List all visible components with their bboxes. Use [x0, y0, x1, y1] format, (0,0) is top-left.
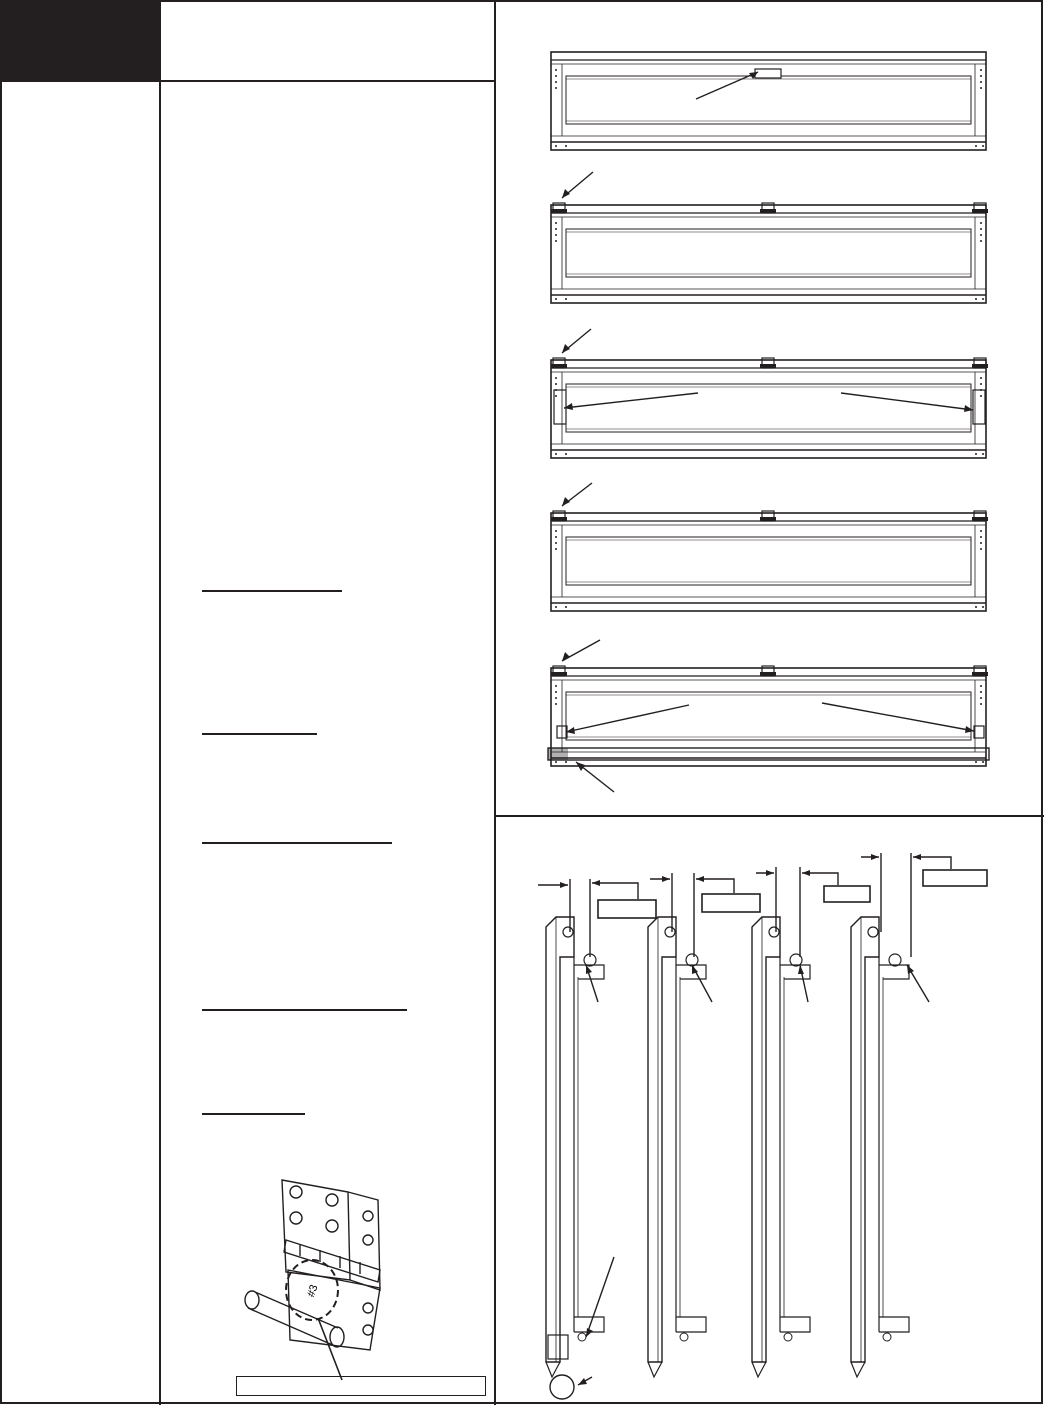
hinge-illustration	[230, 1170, 490, 1400]
panel-4	[551, 483, 988, 611]
panel-2	[551, 172, 988, 303]
panel-5	[548, 640, 989, 792]
side-view-1	[538, 879, 656, 1399]
heading-underline-2	[202, 733, 317, 735]
panel-1	[551, 52, 986, 150]
bottom-figure-side-views	[496, 817, 1044, 1403]
top-figure-panels	[496, 0, 1044, 815]
side-view-4	[851, 853, 987, 1377]
hinge-label-box	[236, 1376, 486, 1396]
heading-underline-1	[202, 590, 342, 592]
heading-underline-3	[202, 842, 392, 844]
hinge-stamp-text: #3	[305, 1283, 321, 1299]
heading-underline-4	[202, 1009, 407, 1011]
heading-underline-5	[202, 1113, 305, 1115]
left-column-text	[10, 100, 150, 140]
panel-3	[551, 329, 988, 458]
side-view-3	[752, 867, 870, 1377]
header-text	[170, 20, 480, 70]
side-view-2	[648, 873, 760, 1377]
